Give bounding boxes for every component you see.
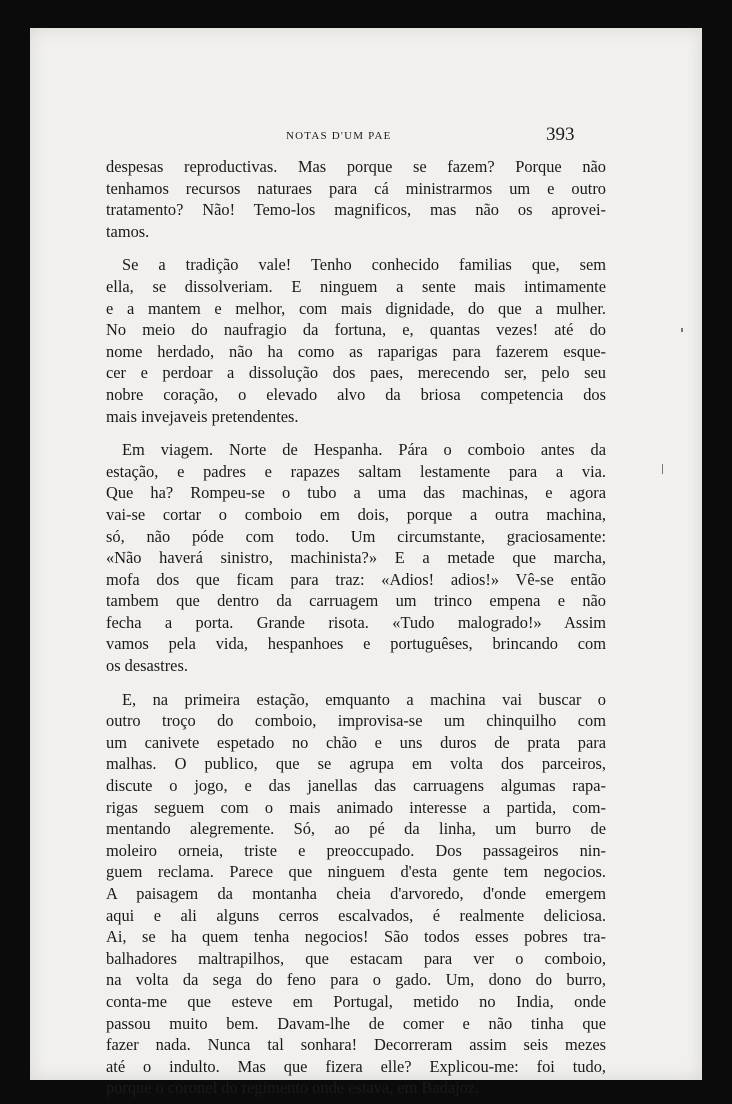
text-line: guem reclama. Parece que ninguem d'esta gente tem negocios. [106, 862, 606, 882]
text-line: fecha a porta. Grande risota. «Tudo malogrado!» Assim [106, 612, 606, 632]
page-number: 393 [546, 124, 575, 145]
text-line: tratamento? Não! Temo-los magnificos, mas não os aprovei- [106, 200, 606, 220]
text-line: porque o coronel do regimento onde estava, em Badajoz, [106, 1078, 480, 1098]
text-line: balhadores maltrapilhos, que estacam para ver o comboio, [106, 948, 606, 968]
text-line: A paisagem da montanha cheia d'arvoredo, d'onde emergem [106, 884, 606, 903]
text-line: um canivete espetado no chão e uns duros de prata para [106, 732, 606, 752]
text-line: rigas seguem com o mais animado interesse a partida, com- [106, 797, 606, 817]
paragraph-gap [106, 427, 606, 439]
text-line: malhas. O publico, que se agrupa em volta dos parceiros, [106, 754, 606, 774]
text-line: Ai, se ha quem tenha negocios! São todos esses pobres tra- [106, 927, 606, 947]
paragraph [106, 156, 606, 242]
book-page [30, 28, 702, 1098]
text-line: E, na primeira estação, emquanto a machina vai buscar o [122, 689, 606, 709]
text-line: cer e perdoar a dissolução dos paes, merecendo ser, pelo seu [106, 363, 606, 383]
text-line: tenhamos recursos naturaes para cá ministrarmos um e outro [106, 178, 606, 198]
text-line: aqui e ali alguns cerros escalvados, é realmente deliciosa. [106, 905, 606, 925]
text-line: despesas reproductivas. Mas porque se fazem? Porque não [106, 157, 606, 176]
paragraph-gap [106, 677, 606, 689]
page-header [30, 124, 702, 148]
text-line: vamos pela vida, hespanhoes e portuguêses, brincando com [106, 634, 606, 654]
text-line: conta-me que esteve em Portugal, metido no India, onde [106, 991, 606, 1011]
text-line: ella, se dissolveriam. E ninguem a sente mais intimamente [106, 276, 606, 296]
text-line: moleiro orneia, triste e preoccupado. Dos passageiros nin- [106, 840, 606, 860]
text-line: vai-se cortar o comboio em dois, porque a outra machina, [106, 504, 606, 524]
text-line: No meio do naufragio da fortuna, e, quantas vezes! até do [106, 320, 606, 340]
text-line: e a mantem e melhor, com mais dignidade, do que a mulher. [106, 298, 606, 318]
paragraph-gap [106, 242, 606, 254]
text-line: discute o jogo, e das janellas das carruagens algumas rapa- [106, 776, 606, 796]
text-line: Que ha? Rompeu-se o tubo a uma das machinas, e agora [106, 483, 606, 503]
text-line: Em viagem. Norte de Hespanha. Pára o comboio antes da [122, 440, 606, 460]
paragraph [106, 254, 606, 427]
text-line: outro troço do comboio, improvisa-se um chinquilho com [106, 711, 606, 731]
paragraph [106, 439, 606, 677]
text-line: os desastres. [106, 656, 188, 676]
body-text [106, 156, 606, 1099]
text-line: fazer nada. Nunca tal sonhara! Decorreram assim seis mezes [106, 1035, 606, 1055]
running-head: NOTAS D'UM PAE [286, 130, 392, 142]
text-line: nobre coração, o elevado alvo da briosa competencia dos [106, 384, 606, 404]
edge-speck [662, 464, 663, 474]
paragraph [106, 689, 606, 1099]
text-line: mentando alegremente. Só, ao pé da linha, um burro de [106, 819, 606, 839]
text-line: só, não póde com todo. Um circumstante, graciosamente: [106, 526, 606, 546]
text-line: tamos. [106, 221, 150, 241]
text-line: tambem que dentro da carruagem um trinco empena e não [106, 591, 606, 611]
text-line: na volta da sega do feno para o gado. Um, dono do burro, [106, 970, 606, 990]
text-line: mofa dos que ficam para traz: «Adios! adios!» Vê-se então [106, 569, 606, 589]
edge-speck [681, 328, 683, 332]
text-line: Se a tradição vale! Tenho conhecido familias que, sem [122, 255, 606, 275]
text-line: passou muito bem. Davam-lhe de comer e não tinha que [106, 1013, 606, 1033]
text-line: «Não haverá sinistro, machinista?» E a metade que marcha, [106, 548, 606, 568]
text-line: mais invejaveis pretendentes. [106, 406, 299, 426]
text-line: nome herdado, não ha como as raparigas para fazerem esque- [106, 341, 606, 361]
text-line: estação, e padres e rapazes saltam lestamente para a via. [106, 461, 606, 481]
text-line: até o indulto. Mas que fizera elle? Explicou-me: foi tudo, [106, 1056, 606, 1076]
